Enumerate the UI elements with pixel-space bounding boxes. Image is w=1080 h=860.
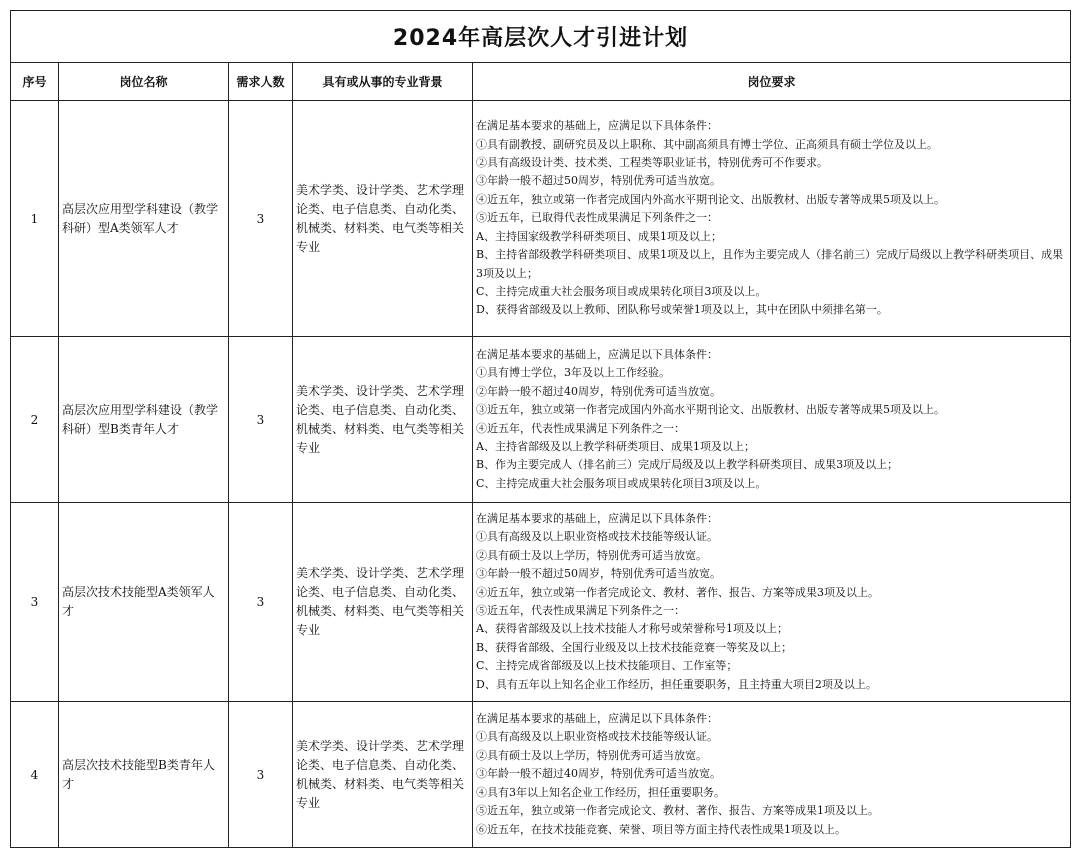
requirement-line: ⑥近五年，在技术技能竞赛、荣誉、项目等方面主持代表性成果1项及以上。 [476, 822, 846, 836]
major-background: 美术学类、设计学类、艺术学理论类、电子信息类、自动化类、机械类、材料类、电气类等相关专业 [293, 503, 473, 702]
table-row [11, 503, 1071, 702]
requirement-line: C、主持完成重大社会服务项目或成果转化项目3项及以上。 [476, 476, 767, 490]
position-name: 高层次技术技能型B类青年人才 [59, 702, 229, 848]
requirement-line: ⑤近五年，独立或第一作者完成论文、教材、著作、报告、方案等成果1项及以上。 [476, 804, 879, 818]
requirement-line: C、主持完成重大社会服务项目或成果转化项目3项及以上。 [476, 284, 767, 298]
position-name: 高层次应用型学科建设（教学科研）型B类青年人才 [59, 337, 229, 503]
row-number: 1 [11, 101, 59, 337]
requirement-line: B、获得省部级、全国行业级及以上技术技能竞赛一等奖及以上； [476, 640, 793, 654]
requirement-line: 在满足基本要求的基础上，应满足以下具体条件： [476, 511, 718, 525]
requirement-cell [473, 702, 1071, 848]
requirement-line: A、主持国家级教学科研类项目、成果1项及以上； [476, 229, 722, 243]
headcount: 3 [229, 337, 293, 503]
column-header-major: 具有或从事的专业背景 [293, 63, 473, 101]
row-number: 4 [11, 702, 59, 848]
requirement-line: ②具有高级设计类、技术类、工程类等职业证书，特别优秀可不作要求。 [476, 156, 828, 170]
requirement-line: ④具有3年以上知名企业工作经历，担任重要职务。 [476, 785, 725, 799]
requirement-line: ③年龄一般不超过50周岁，特别优秀可适当放宽。 [476, 174, 721, 188]
position-name: 高层次技术技能型A类领军人才 [59, 503, 229, 702]
major-background: 美术学类、设计学类、艺术学理论类、电子信息类、自动化类、机械类、材料类、电气类等相关专业 [293, 101, 473, 337]
major-background: 美术学类、设计学类、艺术学理论类、电子信息类、自动化类、机械类、材料类、电气类等相关专业 [293, 337, 473, 503]
requirement-line: D、具有五年以上知名企业工作经历，担任重要职务，且主持重大项目2项及以上。 [476, 677, 877, 691]
row-number: 3 [11, 503, 59, 702]
requirement-line: ②具有硕士及以上学历，特别优秀可适当放宽。 [476, 548, 707, 562]
requirement-line: 在满足基本要求的基础上，应满足以下具体条件： [476, 119, 718, 133]
requirement-line: ②年龄一般不超过40周岁，特别优秀可适当放宽。 [476, 384, 721, 398]
major-background: 美术学类、设计学类、艺术学理论类、电子信息类、自动化类、机械类、材料类、电气类等相关专业 [293, 702, 473, 848]
headcount: 3 [229, 101, 293, 337]
requirement-line: ①具有副教授、副研究员及以上职称、其中副高须具有博士学位、正高须具有硕士学位及以上。 [476, 137, 938, 151]
header-row [11, 63, 1071, 101]
column-header-name: 岗位名称 [59, 63, 229, 101]
requirement-line: 在满足基本要求的基础上，应满足以下具体条件： [476, 712, 718, 726]
requirement-line: B、作为主要完成人（排名前三）完成厅局级及以上教学科研类项目、成果3项及以上； [476, 458, 899, 472]
requirement-line: ⑤近五年，代表性成果满足下列条件之一： [476, 604, 685, 617]
column-header-requirement: 岗位要求 [473, 63, 1071, 101]
requirement-line: ②具有硕士及以上学历，特别优秀可适当放宽。 [476, 748, 707, 762]
requirement-line: A、获得省部级及以上技术技能人才称号或荣誉称号1项及以上； [476, 622, 788, 636]
title-row [11, 11, 1071, 63]
requirement-cell [473, 101, 1071, 337]
requirement-cell [473, 503, 1071, 702]
requirement-line: ⑤近五年，已取得代表性成果满足下列条件之一： [476, 211, 718, 225]
table-row [11, 101, 1071, 337]
table-row [11, 337, 1071, 503]
requirement-line: A、主持省部级及以上教学科研类项目、成果1项及以上； [476, 439, 755, 453]
requirement-line: B、主持省部级教学科研类项目、成果1项及以上，且作为主要完成人（排名前三）完成厅局级以上教学科研类项目、成果3项及以上； [476, 248, 1064, 280]
requirement-line: ③近五年，独立或第一作者完成国内外高水平期刊论文、出版教材、出版专著等成果5项及以上。 [476, 403, 945, 417]
requirement-line: ③年龄一般不超过50周岁，特别优秀可适当放宽。 [476, 567, 721, 581]
headcount: 3 [229, 503, 293, 702]
requirement-line: ④近五年，独立或第一作者完成国内外高水平期刊论文、出版教材、出版专著等成果5项及以上。 [476, 192, 945, 206]
row-number: 2 [11, 337, 59, 503]
position-name: 高层次应用型学科建设（教学科研）型A类领军人才 [59, 101, 229, 337]
requirement-line: ①具有高级及以上职业资格或技术技能等级认证。 [476, 730, 718, 744]
requirement-cell [473, 337, 1071, 503]
requirement-line: ③年龄一般不超过40周岁，特别优秀可适当放宽。 [476, 767, 721, 781]
headcount: 3 [229, 702, 293, 848]
recruitment-plan-table [10, 10, 1071, 848]
requirement-line: ①具有博士学位，3年及以上工作经验。 [476, 366, 670, 380]
requirement-line: ①具有高级及以上职业资格或技术技能等级认证。 [476, 530, 718, 544]
requirement-line: 在满足基本要求的基础上，应满足以下具体条件： [476, 347, 718, 361]
requirement-line: D、获得省部级及以上教师、团队称号或荣誉1项及以上，其中在团队中须排名第一。 [476, 303, 888, 317]
page-title: 2024年高层次人才引进计划 [11, 11, 1071, 63]
requirement-line: ④近五年，独立或第一作者完成论文、教材、著作、报告、方案等成果3项及以上。 [476, 585, 879, 599]
requirement-line: C、主持完成省部级及以上技术技能项目、工作室等； [476, 659, 738, 673]
requirement-line: ④近五年，代表性成果满足下列条件之一： [476, 421, 685, 435]
column-header-count: 需求人数 [229, 63, 293, 101]
column-header-no: 序号 [11, 63, 59, 101]
table-row [11, 702, 1071, 848]
